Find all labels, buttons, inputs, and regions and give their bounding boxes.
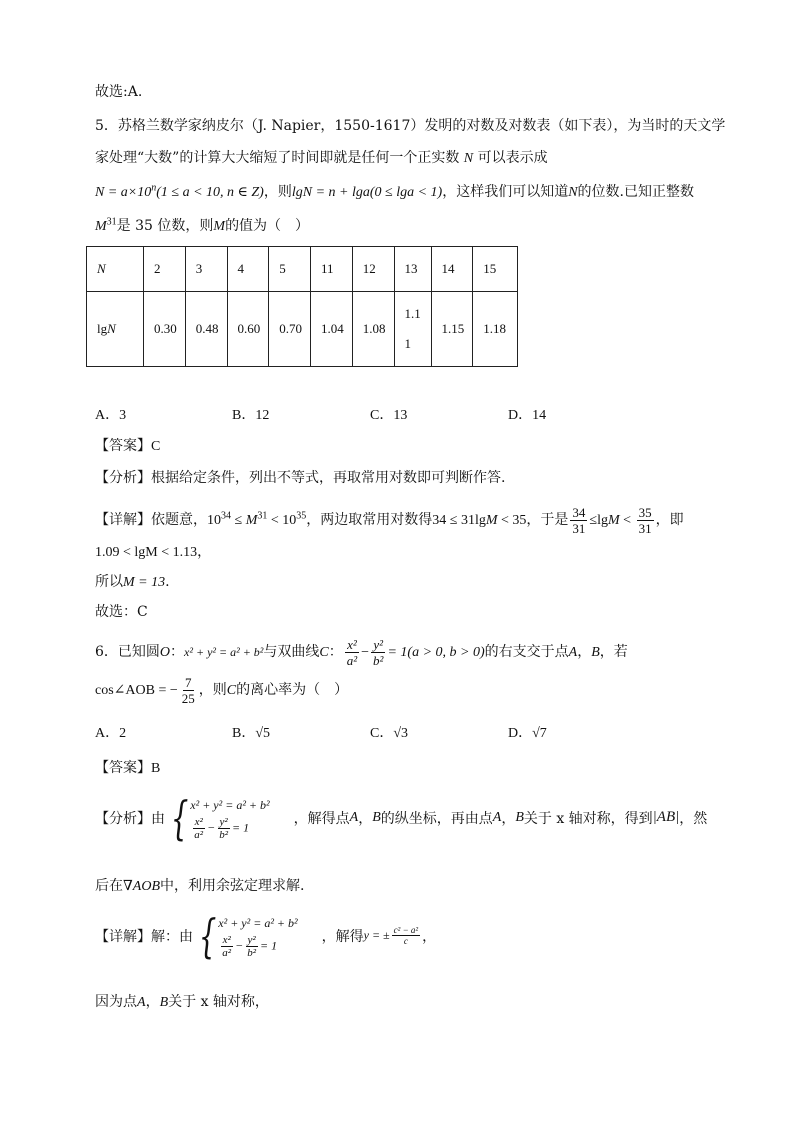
- equation-system: { x² + y² = a² + b² $\frac{\text{x²}}{\text{a²}}$ − $\frac{\text{y²}}{\text{b²}}$ = 1: [198, 908, 298, 963]
- q5-analysis: [95, 468, 505, 488]
- q5-detail-result: M = 13: [123, 575, 166, 590]
- q5-answer: [95, 436, 160, 457]
- table-cell: 15: [473, 247, 518, 292]
- q6-analysis-line2-text: 后在: [95, 878, 123, 894]
- q5-number: 5．: [95, 118, 118, 134]
- q6-cos-text: cos∠AOB = −: [95, 683, 178, 698]
- q6-analysis-text2: ，解得点: [293, 810, 350, 827]
- q6-answer-label: 【答案】: [95, 760, 151, 776]
- q6-detail-text1: 解：由: [151, 928, 193, 945]
- q5-stem-text1: 苏格兰数学家纳皮尔（J. Napier，1550-1617）发明的对数及对数表（如下表），为当时的天文学: [117, 118, 726, 134]
- q6-analysis-text4: 关于 x 轴对称，得到: [523, 810, 653, 827]
- q5-stem-line1: [95, 116, 725, 136]
- log-table: [86, 246, 518, 367]
- q5-formula-tail: ，这样我们可以知道: [442, 184, 569, 200]
- equation-system: { x² + y² = a² + b² $\frac{\text{x²}}{\text{a²}}$ − $\frac{\text{y²}}{\text{b²}}$ = 1: [170, 790, 270, 845]
- q6-stem-text5: ，则: [198, 682, 227, 698]
- q6-stem-text2: 与双曲线: [263, 644, 320, 660]
- table-cell-line2: 1: [404, 336, 411, 351]
- table-cell: 0.48: [185, 292, 227, 367]
- q6-last-line-text: 因为点: [95, 994, 137, 1010]
- table-cell: 11: [311, 247, 353, 292]
- q5-formula-then: ，则: [263, 184, 292, 200]
- q6-analysis-line2-text2: 中，利用余弦定理求解.: [160, 878, 305, 894]
- q6-analysis-text3: 的纵坐标，再由点: [380, 810, 493, 827]
- q6-analysis-line2: 后在∇AOB中，利用余弦定理求解.: [95, 878, 305, 894]
- q5-formula-cond: (1 ≤ a < 10, n ∈ Z): [156, 185, 264, 200]
- q5-option-a: A．3: [95, 408, 127, 423]
- q5-detail-line3-text: 所以: [95, 574, 123, 590]
- q4-conclusion: 故选:A.: [95, 84, 143, 100]
- q6-last-line: 因为点A，B关于 x 轴对称，: [95, 994, 269, 1010]
- q6-last-line-text2: 关于 x 轴对称，: [168, 994, 269, 1010]
- q5-detail-line3: 所以M = 13.: [95, 574, 170, 590]
- table-cell: 1.04: [311, 292, 353, 367]
- q6-option-c: C．√3: [370, 726, 409, 741]
- q5-stem-text2: 家处理“大数”的计算大大缩短了时间即就是任何一个正实数: [95, 150, 460, 166]
- q5-detail-ineq: 1.09 < lgM < 1.13: [95, 545, 198, 560]
- q6-cos-num: 7: [185, 674, 192, 690]
- table-cell: [394, 292, 431, 367]
- table-cell: 0.70: [269, 292, 311, 367]
- table-cell-line1: 1.1: [404, 306, 421, 321]
- q5-detail-label: 【详解】: [95, 512, 151, 528]
- table-cell: 5: [269, 247, 311, 292]
- q5-formula-line: $N = a\times 10^n(1 \le a < 10$, n ∈ Z)，则lgN = n + lga(0 ≤ lga < 1)，这样我们可以知道N的位数.已知正整数: [95, 182, 694, 200]
- q6-analysis-text1: 由: [151, 810, 165, 827]
- q5-option-d: D．14: [508, 408, 547, 423]
- table-cell: 12: [352, 247, 394, 292]
- q5-answer-value: C: [151, 439, 161, 454]
- table-cell: 0.30: [144, 292, 186, 367]
- table-cell: 1.08: [352, 292, 394, 367]
- table-cell: 4: [227, 247, 269, 292]
- q5-detail-text1: 依题意，: [151, 512, 207, 528]
- q6-analysis-text5: ，然: [679, 810, 708, 827]
- q5-formula-a: N = a×10: [95, 185, 152, 200]
- q5-stem-text2-end: 可以表示成: [477, 150, 548, 166]
- q6-detail-text3: ，: [422, 928, 437, 945]
- q6-analysis-label: 【分析】: [95, 810, 151, 827]
- q5-option-b: B．12: [232, 408, 270, 423]
- q6-stem-text1: 已知圆: [117, 644, 160, 660]
- q5-analysis-label: 【分析】: [95, 470, 151, 486]
- q6-answer-value: B: [151, 761, 161, 776]
- q5-conclusion: 故选：C: [95, 604, 148, 620]
- q5-detail-text4: ，即: [655, 512, 684, 528]
- q6-number: 6．: [95, 644, 118, 660]
- q6-stem-text6: 的离心率为（ ）: [236, 682, 349, 698]
- q5-formula-tail2: 的位数.已知正整数: [577, 184, 694, 200]
- table-cell: 2: [144, 247, 186, 292]
- table-header-lgn: lgN: [87, 292, 144, 367]
- q5-answer-label: 【答案】: [95, 438, 151, 454]
- q6-stem-line1: 6．已知圆O：x² + y² = a² + b²与双曲线C： $\frac{\text{x²}}{\text{a²}}$ − $\frac{\text{y²}}{\text{b²}}$ = 1(a > 0, b > 0)的右支交于点A，B，若: [95, 636, 628, 668]
- q6-option-a: A．2: [95, 726, 127, 741]
- q6-option-b: B．√5: [232, 726, 271, 741]
- table-row: [87, 292, 518, 367]
- table-header-n: N: [87, 247, 144, 292]
- table-cell: 13: [394, 247, 431, 292]
- q6-stem-line2: cos∠AOB = − $\frac{7}{25}$ ，则C的离心率为（ ）: [95, 674, 349, 706]
- q6-detail-line1: 【详解】 解：由 { x² + y² = a² + b² $\frac{\text{x²}}{\text{a²}}$ − $\frac{\text{y²}}{\text{b²}}$ = 1 ，解得 y = ± $\frac{\text{c² − a²}}{c}$ ，: [95, 908, 437, 963]
- q6-detail-text2: ，解得: [321, 928, 364, 945]
- q5-stem-line2: 家处理“大数”的计算大大缩短了时间即就是任何一个正实数 N 可以表示成: [95, 150, 548, 166]
- q5-formula-b: lgN = n + lga(0 ≤ lga < 1): [291, 185, 443, 200]
- q5-detail-text2: ，两边取常用对数得: [306, 512, 433, 528]
- q5-stem-line4: $M^{31}$是 35 位数，则M的值为（ ）: [95, 216, 310, 234]
- table-cell: 1.15: [431, 292, 473, 367]
- q6-answer: [95, 758, 160, 779]
- q5-option-c: C．13: [370, 408, 408, 423]
- q5-line4-text: 是 35 位数，则: [116, 218, 214, 234]
- q5-line4-text2: 的值为（ ）: [225, 218, 310, 234]
- q5-detail-line2-end: ，: [197, 544, 212, 560]
- table-cell: 0.60: [227, 292, 269, 367]
- q5-analysis-text: 根据给定条件，列出不等式，再取常用对数即可判断作答.: [151, 470, 506, 486]
- q6-stem-text4: ，若: [599, 644, 628, 660]
- q6-stem-text3: 的右支交于点: [484, 644, 569, 660]
- q6-analysis-line1: 【分析】 由 { x² + y² = a² + b² $\frac{\text{x²}}{\text{a²}}$ − $\frac{\text{y²}}{\text{b²}}$ = 1 ，解得点 A ， B 的纵坐标，再由点 A ， B 关于 x 轴对称，得到 |AB| ，然: [95, 790, 708, 845]
- table-cell: 14: [431, 247, 473, 292]
- q6-detail-label: 【详解】: [95, 928, 151, 945]
- q5-detail-text3: ，于是: [526, 512, 569, 528]
- q5-detail-line1: 【详解】依题意，$10^{34} \le M^{31} < 10^{35}$，两边取常用对数得34 ≤ 31lgM < 35，于是 $\frac{34}{31}$ ≤lgM < $\frac{35}{31}$ ，即: [95, 504, 684, 536]
- q6-cos-den: 25: [181, 690, 195, 706]
- table-cell: 3: [185, 247, 227, 292]
- table-cell: 1.18: [473, 292, 518, 367]
- q5-detail-line2: [95, 542, 211, 563]
- q6-option-d: D．√7: [508, 726, 547, 741]
- table-row: [87, 247, 518, 292]
